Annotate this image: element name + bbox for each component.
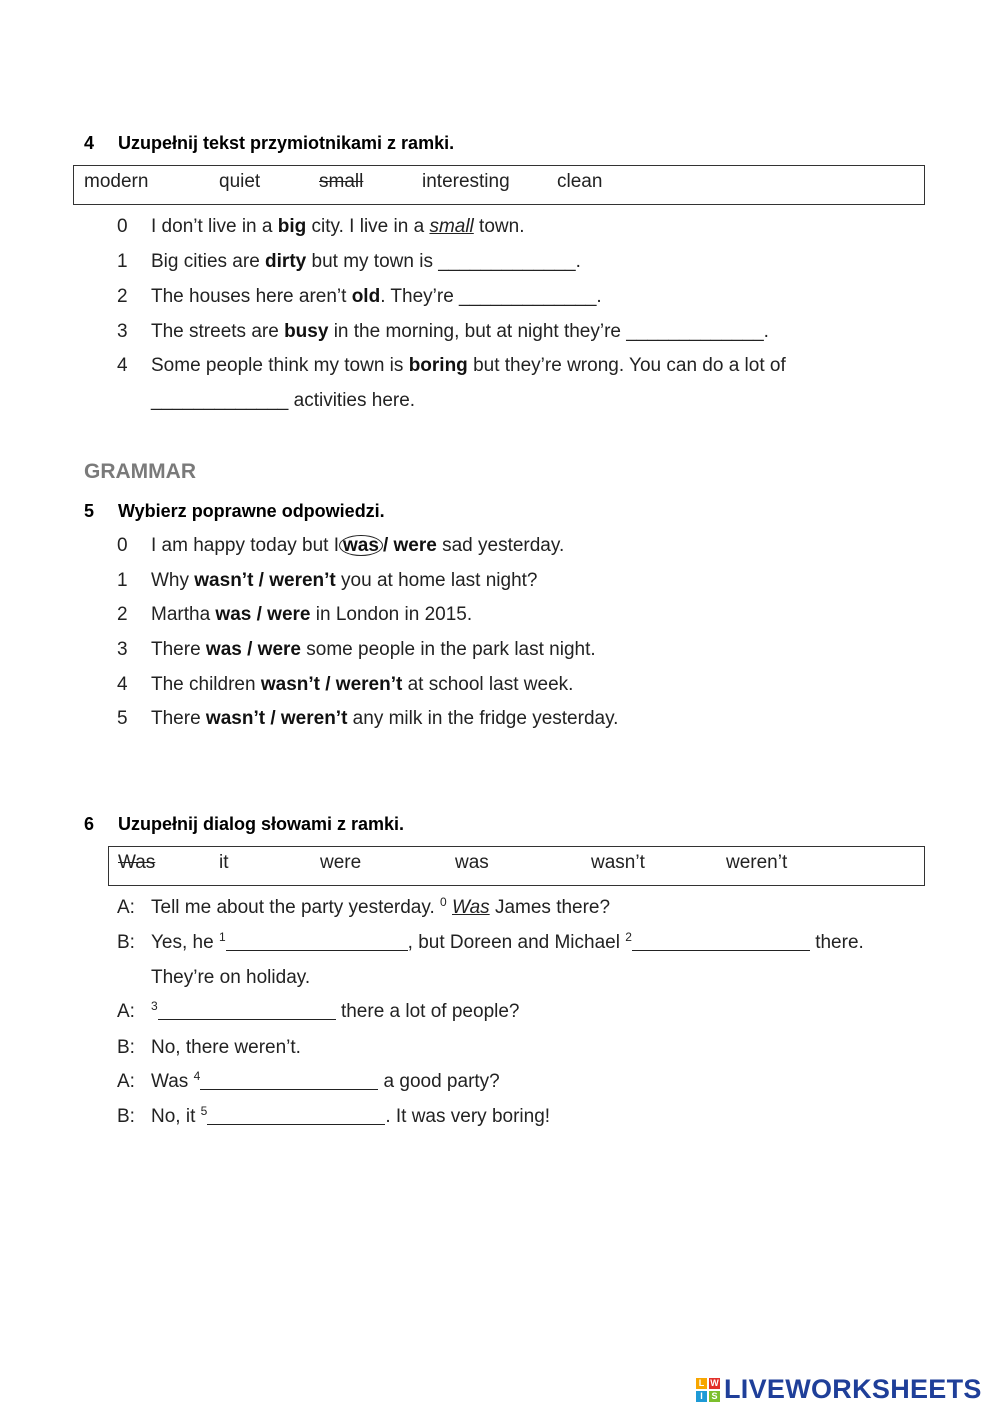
exercise-number: 4	[84, 133, 95, 153]
speaker: B:	[117, 932, 135, 953]
answer-blank[interactable]	[207, 1106, 385, 1125]
dialog-line	[117, 1071, 917, 1095]
word-box-item: it	[219, 852, 229, 873]
exercise-item	[117, 321, 917, 345]
speaker: B:	[117, 1106, 135, 1127]
exercise-6-heading	[84, 814, 684, 836]
dialog-text: No, it $^5$ . It was very boring!	[151, 1104, 551, 1127]
item-text: I don’t live in a big city. I live in a small town.	[151, 216, 525, 237]
logo-mark-icon: L W I S	[696, 1378, 720, 1402]
word-box	[108, 846, 925, 886]
answer-blank[interactable]	[200, 1071, 378, 1090]
dialog-text: Tell me about the party yesterday. $^0$ Was James there?	[151, 895, 611, 918]
exercise-5-heading	[84, 501, 684, 523]
item-text[interactable]: Big cities are dirty but my town is _____________.	[151, 251, 581, 272]
word-box-item: wasn’t	[591, 852, 645, 873]
dialog-line	[117, 932, 917, 956]
word-box-item-used: small	[319, 171, 364, 192]
item-number: 0	[117, 535, 128, 556]
exercise-item	[117, 535, 917, 559]
word-box-item: clean	[557, 171, 603, 192]
exercise-item	[117, 639, 917, 663]
answer-blank[interactable]	[632, 932, 810, 951]
dialog-text: $^3$ there a lot of people?	[151, 999, 520, 1022]
dialog-line	[117, 897, 917, 921]
item-text: Why wasn’t / weren’t you at home last night?	[151, 570, 538, 591]
item-text: The children wasn’t / weren’t at school last week.	[151, 674, 574, 695]
choice-options[interactable]: wasn’t / weren’t	[205, 708, 348, 729]
item-number: 0	[117, 216, 128, 237]
dialog-text: Was $^4$ a good party?	[151, 1069, 500, 1092]
choice-options[interactable]: was / were	[205, 639, 301, 660]
word-box-item: modern	[84, 171, 149, 192]
exercise-instruction: Uzupełnij tekst przymiotnikami z ramki.	[118, 133, 455, 153]
section-title: GRAMMAR	[84, 460, 196, 483]
item-text: Some people think my town is boring but they’re wrong. You can do a lot of	[151, 355, 786, 376]
item-number: 1	[117, 570, 128, 591]
exercise-4-heading	[84, 133, 684, 155]
choice-options[interactable]: wasn’t / weren’t	[260, 674, 403, 695]
dialog-text: No, there weren’t.	[151, 1037, 301, 1058]
exercise-item	[117, 286, 917, 310]
exercise-item	[117, 355, 917, 379]
dialog-line	[117, 1037, 917, 1061]
exercise-instruction: Uzupełnij dialog słowami z ramki.	[118, 814, 405, 834]
exercise-item	[117, 570, 917, 594]
speaker: A:	[117, 897, 135, 918]
item-number: 2	[117, 604, 128, 625]
exercise-item	[117, 251, 917, 275]
speaker: B:	[117, 1037, 135, 1058]
item-number: 3	[117, 639, 128, 660]
item-text[interactable]: The streets are busy in the morning, but at night they’re _____________.	[151, 321, 769, 342]
exercise-item	[117, 216, 917, 240]
dialog-line	[117, 1106, 917, 1130]
word-box-item: interesting	[422, 171, 510, 192]
exercise-number: 5	[84, 501, 95, 521]
exercise-number: 6	[84, 814, 95, 834]
liveworksheets-logo[interactable]	[696, 1374, 982, 1405]
item-text: I am happy today but I was / were sad yesterday.	[151, 535, 565, 556]
logo-text: LIVEWORKSHEETS	[724, 1374, 982, 1404]
item-text[interactable]: The houses here aren’t old. They’re _____________.	[151, 286, 602, 307]
item-number: 4	[117, 355, 128, 376]
word-box-item: weren’t	[726, 852, 788, 873]
item-text: There was / were some people in the park last night.	[151, 639, 596, 660]
choice-options[interactable]: wasn’t / weren’t	[194, 570, 336, 591]
item-number: 4	[117, 674, 128, 695]
item-text: There wasn’t / weren’t any milk in the fridge yesterday.	[151, 708, 619, 729]
dialog-text: Yes, he $^1$ , but Doreen and Michael $^2$ there.	[151, 930, 864, 953]
item-number: 1	[117, 251, 128, 272]
exercise-item	[117, 604, 917, 628]
example-answer: Was	[452, 897, 490, 918]
item-number: 2	[117, 286, 128, 307]
answer-blank[interactable]	[158, 1001, 336, 1020]
exercise-item	[117, 708, 917, 732]
speaker: A:	[117, 1001, 135, 1022]
answer-blank[interactable]	[226, 932, 408, 951]
dialog-line	[117, 1001, 917, 1025]
example-answer: small	[429, 216, 474, 237]
word-box-item-used: Was	[118, 852, 156, 873]
item-number: 5	[117, 708, 128, 729]
word-box	[73, 165, 925, 205]
speaker: A:	[117, 1071, 135, 1092]
exercise-item	[117, 674, 917, 698]
dialog-line-continuation: They’re on holiday.	[151, 967, 311, 988]
item-text: Martha was / were in London in 2015.	[151, 604, 473, 625]
word-box-item: was	[455, 852, 489, 873]
word-box-item: quiet	[219, 171, 261, 192]
word-box-item: were	[320, 852, 362, 873]
exercise-item-continuation[interactable]: _____________ activities here.	[151, 390, 416, 411]
item-number: 3	[117, 321, 128, 342]
circled-answer: was	[339, 535, 383, 556]
choice-options[interactable]: was / were	[215, 604, 311, 625]
exercise-instruction: Wybierz poprawne odpowiedzi.	[118, 501, 385, 521]
